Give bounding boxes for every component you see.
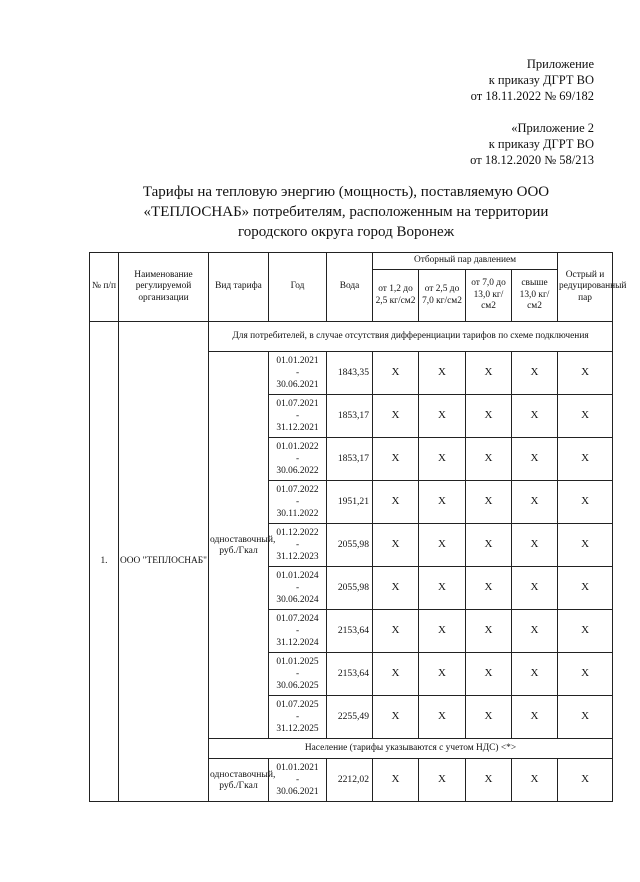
period-cell: 01.07.2024 - 31.12.2024 — [269, 610, 327, 653]
section-heading: Для потребителей, в случае отсутствия дифференциации тарифов по схеме подключения — [209, 322, 613, 352]
steam-2-value: Х — [419, 567, 466, 610]
col-header-steam-4: свыше 13,0 кг/см2 — [512, 270, 558, 322]
steam-1-value: Х — [373, 610, 419, 653]
sharp-steam-value: Х — [558, 567, 613, 610]
col-header-steam-group: Отборный пар давлением — [373, 253, 558, 270]
water-value: 2255,49 — [327, 696, 373, 739]
section-heading: Население (тарифы указываются с учетом НДС) <*> — [209, 739, 613, 759]
steam-1-value: Х — [373, 567, 419, 610]
period-cell: 01.07.2021 - 31.12.2021 — [269, 395, 327, 438]
period-cell: 01.01.2021 - 30.06.2021 — [269, 352, 327, 395]
title-line: «ТЕПЛОСНАБ» потребителям, расположенным на территории — [143, 204, 549, 220]
water-value: 1951,21 — [327, 481, 373, 524]
steam-4-value: Х — [512, 438, 558, 481]
steam-3-value: Х — [466, 481, 512, 524]
water-value: 2055,98 — [327, 524, 373, 567]
tariff-type: одноставочный, руб./Гкал — [209, 759, 269, 802]
header-line: Приложение — [526, 57, 594, 71]
steam-1-value: Х — [373, 352, 419, 395]
steam-2-value: Х — [419, 524, 466, 567]
sharp-steam-value: Х — [558, 696, 613, 739]
period-cell: 01.12.2022 - 31.12.2023 — [269, 524, 327, 567]
title-line: городского округа город Воронеж — [237, 224, 455, 240]
water-value: 1843,35 — [327, 352, 373, 395]
col-header-steam-3: от 7,0 до 13,0 кг/см2 — [466, 270, 512, 322]
col-header-water: Вода — [327, 253, 373, 322]
steam-3-value: Х — [466, 395, 512, 438]
steam-2-value: Х — [419, 696, 466, 739]
col-header-steam-1: от 1,2 до 2,5 кг/см2 — [373, 270, 419, 322]
steam-2-value: Х — [419, 759, 466, 802]
water-value: 1853,17 — [327, 395, 373, 438]
steam-4-value: Х — [512, 481, 558, 524]
steam-2-value: Х — [419, 653, 466, 696]
steam-3-value: Х — [466, 438, 512, 481]
col-header-org: Наименование регулируемой организации — [119, 253, 209, 322]
steam-2-value: Х — [419, 610, 466, 653]
steam-2-value: Х — [419, 352, 466, 395]
steam-1-value: Х — [373, 481, 419, 524]
steam-3-value: Х — [466, 524, 512, 567]
sharp-steam-value: Х — [558, 395, 613, 438]
steam-3-value: Х — [466, 653, 512, 696]
col-header-num: № п/п — [90, 253, 119, 322]
steam-4-value: Х — [512, 395, 558, 438]
steam-3-value: Х — [466, 352, 512, 395]
col-header-sharp-steam: Острый и редуцированный пар — [558, 253, 613, 322]
col-header-year: Год — [269, 253, 327, 322]
steam-1-value: Х — [373, 696, 419, 739]
header-line: от 18.11.2022 № 69/182 — [470, 89, 594, 103]
water-value: 2212,02 — [327, 759, 373, 802]
period-cell: 01.01.2025 - 30.06.2025 — [269, 653, 327, 696]
steam-4-value: Х — [512, 696, 558, 739]
appendix-header-current — [471, 56, 594, 104]
water-value: 1853,17 — [327, 438, 373, 481]
steam-3-value: Х — [466, 696, 512, 739]
title-line: Тарифы на тепловую энергию (мощность), поставляемую ООО — [142, 184, 550, 200]
appendix-header-previous — [470, 120, 594, 168]
steam-3-value: Х — [466, 759, 512, 802]
sharp-steam-value: Х — [558, 352, 613, 395]
row-number: 1. — [90, 322, 119, 802]
period-cell: 01.01.2024 - 30.06.2024 — [269, 567, 327, 610]
water-value: 2055,98 — [327, 567, 373, 610]
sharp-steam-value: Х — [558, 438, 613, 481]
col-header-tariff-type: Вид тарифа — [209, 253, 269, 322]
document-title — [96, 182, 596, 242]
sharp-steam-value: Х — [558, 524, 613, 567]
steam-1-value: Х — [373, 759, 419, 802]
steam-4-value: Х — [512, 567, 558, 610]
steam-1-value: Х — [373, 524, 419, 567]
period-cell: 01.07.2022 - 30.11.2022 — [269, 481, 327, 524]
header-line: к приказу ДГРТ ВО — [488, 73, 594, 87]
water-value: 2153,64 — [327, 610, 373, 653]
header-line: от 18.12.2020 № 58/213 — [470, 153, 594, 167]
steam-1-value: Х — [373, 395, 419, 438]
steam-1-value: Х — [373, 653, 419, 696]
sharp-steam-value: Х — [558, 610, 613, 653]
period-cell: 01.01.2022 - 30.06.2022 — [269, 438, 327, 481]
steam-2-value: Х — [419, 438, 466, 481]
steam-3-value: Х — [466, 610, 512, 653]
period-cell: 01.07.2025 - 31.12.2025 — [269, 696, 327, 739]
tariff-table — [89, 252, 627, 802]
header-line: «Приложение 2 — [511, 121, 594, 135]
steam-4-value: Х — [512, 653, 558, 696]
header-line: к приказу ДГРТ ВО — [488, 137, 594, 151]
period-cell: 01.01.2021 - 30.06.2021 — [269, 759, 327, 802]
steam-3-value: Х — [466, 567, 512, 610]
sharp-steam-value: Х — [558, 653, 613, 696]
steam-2-value: Х — [419, 481, 466, 524]
steam-4-value: Х — [512, 610, 558, 653]
steam-4-value: Х — [512, 352, 558, 395]
steam-2-value: Х — [419, 395, 466, 438]
water-value: 2153,64 — [327, 653, 373, 696]
col-header-steam-2: от 2,5 до 7,0 кг/см2 — [419, 270, 466, 322]
sharp-steam-value: Х — [558, 481, 613, 524]
sharp-steam-value: Х — [558, 759, 613, 802]
tariff-type: одноставочный, руб./Гкал — [209, 352, 269, 739]
steam-4-value: Х — [512, 524, 558, 567]
organization-name: ООО "ТЕПЛОСНАБ" — [119, 322, 209, 802]
steam-4-value: Х — [512, 759, 558, 802]
steam-1-value: Х — [373, 438, 419, 481]
